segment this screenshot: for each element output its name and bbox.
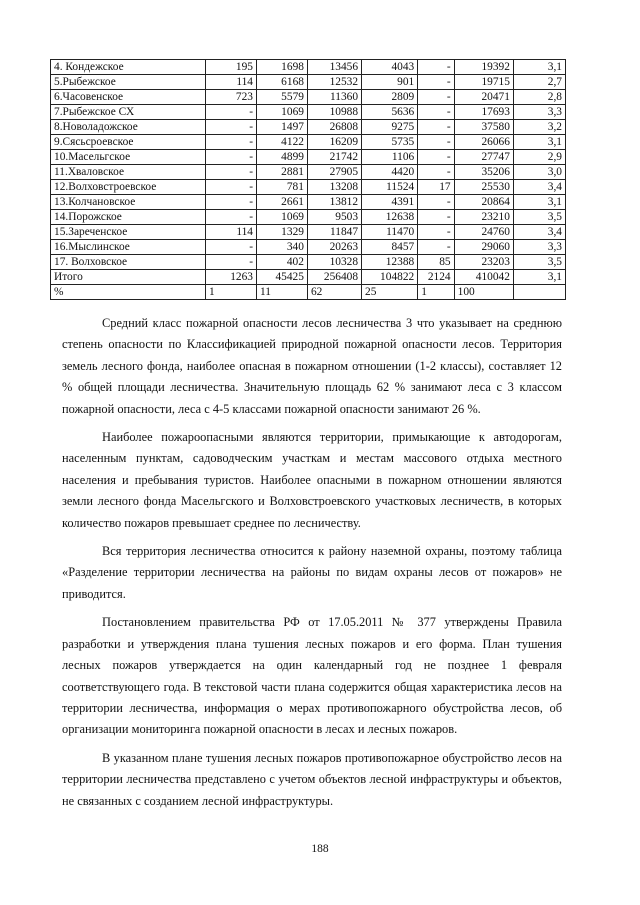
table-cell-value: 1698 bbox=[256, 60, 307, 75]
table-cell-value: 1263 bbox=[206, 270, 257, 285]
table-cell-value: 6168 bbox=[256, 75, 307, 90]
table-cell-name: 10.Масельгское bbox=[51, 150, 206, 165]
table-cell-value: - bbox=[206, 150, 257, 165]
table-cell-value: 13812 bbox=[307, 195, 361, 210]
table-cell-value: 3,5 bbox=[513, 255, 565, 270]
table-cell-name: 4. Кондежское bbox=[51, 60, 206, 75]
table-cell-value: 9503 bbox=[307, 210, 361, 225]
table-cell-value: 19392 bbox=[454, 60, 513, 75]
paragraph: Постановлением правительства РФ от 17.05.2011 № 377 утверждены Правила разработки и утверждения плана тушения лесных пожаров и его форма. План тушения лесных пожаров утверждается на один календарный год не позднее 1 февраля соответствующего года. В текстовой части плана содержится общая характеристика лесов на территории лесничества, информация о мерах противопожарного обустройства лесов, об организации мониторинга пожарной опасности в лесах и лесных пожаров. bbox=[62, 615, 562, 737]
paragraph: Вся территория лесничества относится к району наземной охраны, поэтому таблица «Разделение территории лесничества на районы по видам охраны лесов от пожаров» не приводится. bbox=[62, 544, 562, 601]
table-cell-value: 723 bbox=[206, 90, 257, 105]
table-cell-value: 104822 bbox=[362, 270, 418, 285]
table-cell-value: - bbox=[206, 105, 257, 120]
table-cell-value: - bbox=[418, 135, 454, 150]
table-cell-value: 3,1 bbox=[513, 135, 565, 150]
table-cell-name: 12.Волховстроевское bbox=[51, 180, 206, 195]
table-row bbox=[51, 60, 566, 75]
table-cell-value: - bbox=[418, 165, 454, 180]
table-cell-value: 256408 bbox=[307, 270, 361, 285]
table-cell-value: 100 bbox=[454, 285, 513, 300]
table-cell-value: 4899 bbox=[256, 150, 307, 165]
table-cell-value: 17 bbox=[418, 180, 454, 195]
table-cell-value: 195 bbox=[206, 60, 257, 75]
table-cell-value: - bbox=[206, 255, 257, 270]
table-row bbox=[51, 180, 566, 195]
paragraph: Наиболее пожароопасными являются территории, примыкающие к автодорогам, населенным пунктам, садоводческим участкам и местам массового отдыха местного населения и пребывания туристов. Наиболее опасными в пожарном отношении являются земли лесного фонда Масельгского и Волховстроевского участковых лесничеств, в которых количество пожаров превышает среднее по лесничеству. bbox=[62, 430, 562, 530]
table-cell-value: - bbox=[418, 150, 454, 165]
table-cell-value: 3,0 bbox=[513, 165, 565, 180]
table-cell-value: 12638 bbox=[362, 210, 418, 225]
table-cell-value: 1 bbox=[206, 285, 257, 300]
table-cell-value: 4043 bbox=[362, 60, 418, 75]
table-cell-value: 3,3 bbox=[513, 105, 565, 120]
table-cell-value: 9275 bbox=[362, 120, 418, 135]
table-cell-value: - bbox=[418, 90, 454, 105]
table-row bbox=[51, 195, 566, 210]
table-cell-name: 6.Часовенское bbox=[51, 90, 206, 105]
table-cell-value: 85 bbox=[418, 255, 454, 270]
table-cell-value: - bbox=[418, 75, 454, 90]
table-cell-value: 24760 bbox=[454, 225, 513, 240]
table-cell-value: 1069 bbox=[256, 105, 307, 120]
table-cell-value: - bbox=[206, 180, 257, 195]
table-cell-value: 3,1 bbox=[513, 270, 565, 285]
paragraph: Средний класс пожарной опасности лесов лесничества 3 что указывает на среднюю степень опасности по Классификацией природной пожарной опасности лесов. Территория земель лесного фонда, наиболее опасная в пожарном отношении (1-2 классы), составляет 12 % общей площади лесничества. Значительную площадь 62 % занимают леса с 3 классом пожарной опасности, леса с 4-5 классами пожарной опасности занимают 26 %. bbox=[62, 316, 562, 416]
table-cell-value: 16209 bbox=[307, 135, 361, 150]
table-cell-value: 26066 bbox=[454, 135, 513, 150]
table-cell-value: 11847 bbox=[307, 225, 361, 240]
table-cell-value: 45425 bbox=[256, 270, 307, 285]
table-cell-value: 2661 bbox=[256, 195, 307, 210]
table-cell-value: 4420 bbox=[362, 165, 418, 180]
table-row bbox=[51, 105, 566, 120]
table-cell-name: 8.Новоладожское bbox=[51, 120, 206, 135]
table-cell-value: 20263 bbox=[307, 240, 361, 255]
table-cell-value: 37580 bbox=[454, 120, 513, 135]
table-cell-value bbox=[513, 285, 565, 300]
table-cell-value: 1069 bbox=[256, 210, 307, 225]
table-cell-value: 20864 bbox=[454, 195, 513, 210]
table-cell-value: 23210 bbox=[454, 210, 513, 225]
table-cell-name: % bbox=[51, 285, 206, 300]
table-cell-value: 114 bbox=[206, 225, 257, 240]
table-cell-value: 23203 bbox=[454, 255, 513, 270]
table-cell-value: 11524 bbox=[362, 180, 418, 195]
body-text bbox=[62, 313, 562, 819]
table-cell-name: 5.Рыбежское bbox=[51, 75, 206, 90]
table-cell-name: 16.Мыслинское bbox=[51, 240, 206, 255]
table-cell-value: - bbox=[206, 195, 257, 210]
table-cell-value: 3,1 bbox=[513, 60, 565, 75]
table-cell-value: 62 bbox=[307, 285, 361, 300]
table-cell-value: 35206 bbox=[454, 165, 513, 180]
table-cell-value: 1 bbox=[418, 285, 454, 300]
table-cell-value: - bbox=[206, 165, 257, 180]
table-cell-value: 25530 bbox=[454, 180, 513, 195]
table-row bbox=[51, 120, 566, 135]
table-cell-value: 3,1 bbox=[513, 195, 565, 210]
table-cell-value: - bbox=[418, 240, 454, 255]
table-row bbox=[51, 240, 566, 255]
table-row bbox=[51, 255, 566, 270]
table-cell-value: 3,4 bbox=[513, 225, 565, 240]
table-cell-value: 8457 bbox=[362, 240, 418, 255]
table-cell-value: 25 bbox=[362, 285, 418, 300]
table-cell-value: - bbox=[418, 105, 454, 120]
table-row bbox=[51, 150, 566, 165]
table-cell-value: - bbox=[206, 135, 257, 150]
table-cell-value: - bbox=[206, 240, 257, 255]
table-cell-value: - bbox=[206, 120, 257, 135]
table-cell-value: 4391 bbox=[362, 195, 418, 210]
table-cell-value: - bbox=[206, 210, 257, 225]
table-cell-value: 13456 bbox=[307, 60, 361, 75]
table-cell-value: 2,9 bbox=[513, 150, 565, 165]
table-cell-value: 3,3 bbox=[513, 240, 565, 255]
paragraph: В указанном плане тушения лесных пожаров противопожарное обустройство лесов на территории лесничества представлено с учетом объектов лесной инфраструктуры и объектов, не связанных с созданием лесной инфраструктуры. bbox=[62, 750, 562, 808]
table-cell-value: 1329 bbox=[256, 225, 307, 240]
table-cell-name: Итого bbox=[51, 270, 206, 285]
table-cell-value: 10988 bbox=[307, 105, 361, 120]
table-row bbox=[51, 270, 566, 285]
table-cell-value: - bbox=[418, 120, 454, 135]
table-cell-value: 2881 bbox=[256, 165, 307, 180]
table-cell-value: 20471 bbox=[454, 90, 513, 105]
page-number: 188 bbox=[311, 843, 329, 855]
table-cell-value: 13208 bbox=[307, 180, 361, 195]
table-cell-value: 781 bbox=[256, 180, 307, 195]
table-cell-value: 114 bbox=[206, 75, 257, 90]
table-cell-value: 2,7 bbox=[513, 75, 565, 90]
table-cell-value: 3,4 bbox=[513, 180, 565, 195]
table-cell-name: 7.Рыбежское СХ bbox=[51, 105, 206, 120]
table-body bbox=[51, 60, 566, 300]
table-cell-value: 3,5 bbox=[513, 210, 565, 225]
table-cell-value: 19715 bbox=[454, 75, 513, 90]
table-cell-value: 5636 bbox=[362, 105, 418, 120]
table-cell-value: 17693 bbox=[454, 105, 513, 120]
table-cell-value: 901 bbox=[362, 75, 418, 90]
table-cell-value: - bbox=[418, 195, 454, 210]
table-cell-name: 9.Сясьсроевское bbox=[51, 135, 206, 150]
table-row bbox=[51, 165, 566, 180]
table-cell-value: 5735 bbox=[362, 135, 418, 150]
table-cell-name: 14.Порожское bbox=[51, 210, 206, 225]
table-cell-value: 2,8 bbox=[513, 90, 565, 105]
table-cell-value: 410042 bbox=[454, 270, 513, 285]
table-cell-value: 11360 bbox=[307, 90, 361, 105]
table-cell-value: 29060 bbox=[454, 240, 513, 255]
table-cell-value: 340 bbox=[256, 240, 307, 255]
table-cell-name: 11.Хваловское bbox=[51, 165, 206, 180]
table-cell-value: 10328 bbox=[307, 255, 361, 270]
table-cell-value: 5579 bbox=[256, 90, 307, 105]
table-cell-value: 21742 bbox=[307, 150, 361, 165]
table-row bbox=[51, 285, 566, 300]
table-row bbox=[51, 90, 566, 105]
table-cell-name: 15.Зареченское bbox=[51, 225, 206, 240]
table-cell-value: 11 bbox=[256, 285, 307, 300]
table-cell-value: 11470 bbox=[362, 225, 418, 240]
table-cell-value: 27747 bbox=[454, 150, 513, 165]
table-cell-name: 17. Волховское bbox=[51, 255, 206, 270]
table-cell-value: 1497 bbox=[256, 120, 307, 135]
table-cell-value: 26808 bbox=[307, 120, 361, 135]
table-cell-value: 12532 bbox=[307, 75, 361, 90]
table-row bbox=[51, 135, 566, 150]
table-cell-value: 12388 bbox=[362, 255, 418, 270]
table-cell-value: - bbox=[418, 210, 454, 225]
table-cell-value: 27905 bbox=[307, 165, 361, 180]
table-cell-value: 402 bbox=[256, 255, 307, 270]
table-row bbox=[51, 210, 566, 225]
fire-class-table bbox=[50, 59, 566, 300]
table-cell-name: 13.Колчановское bbox=[51, 195, 206, 210]
table-cell-value: 2124 bbox=[418, 270, 454, 285]
table-cell-value: 4122 bbox=[256, 135, 307, 150]
table-cell-value: 1106 bbox=[362, 150, 418, 165]
table-cell-value: 2809 bbox=[362, 90, 418, 105]
table-cell-value: 3,2 bbox=[513, 120, 565, 135]
table-row bbox=[51, 75, 566, 90]
table-cell-value: - bbox=[418, 225, 454, 240]
table-row bbox=[51, 225, 566, 240]
table-cell-value: - bbox=[418, 60, 454, 75]
